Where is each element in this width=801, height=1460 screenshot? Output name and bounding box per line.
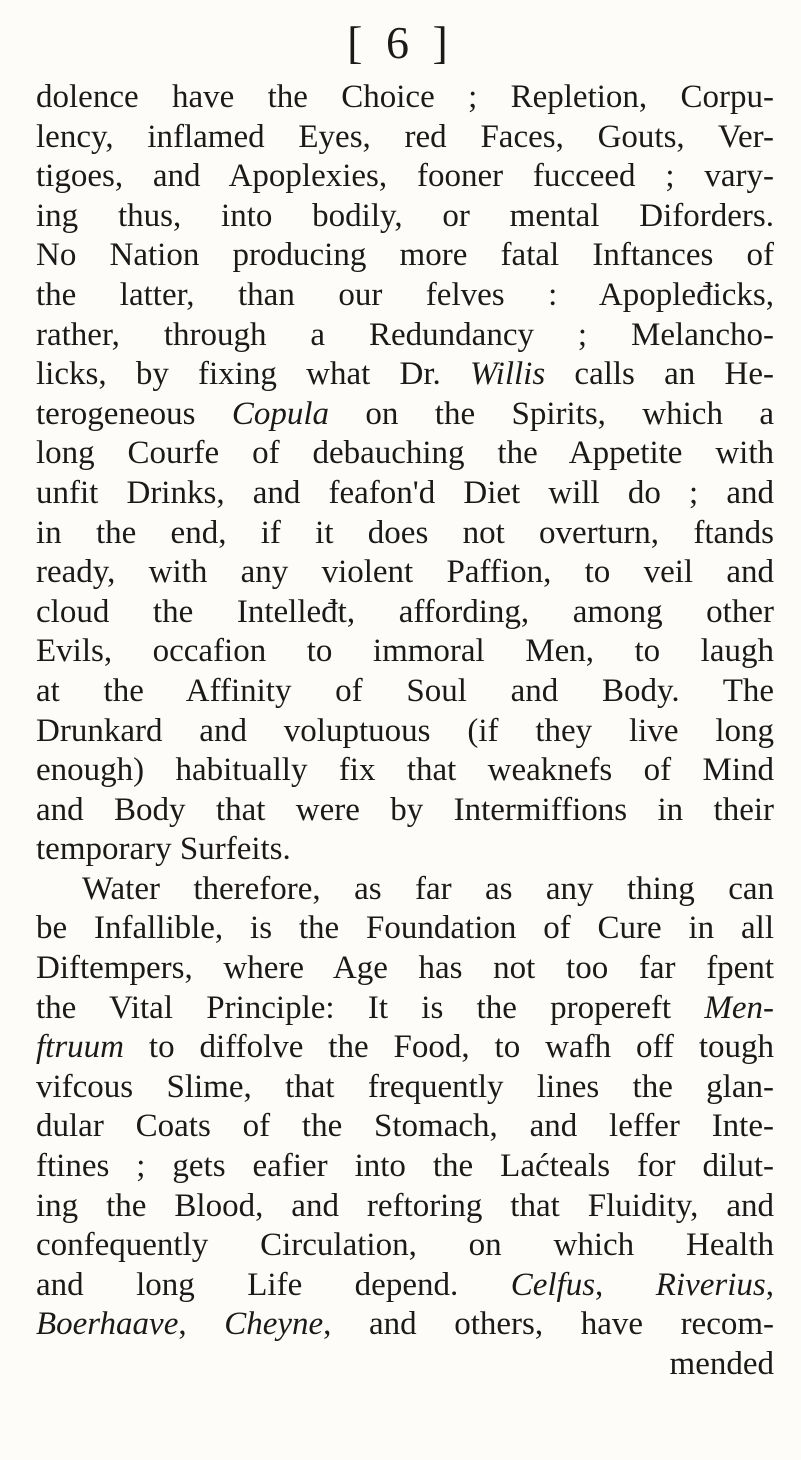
text-line [36, 553, 774, 593]
text-segment: ready, with any violent Paffion, to veil and [36, 554, 774, 591]
text-line [36, 434, 774, 474]
text-line [36, 1187, 774, 1227]
text-segment: dular Coats of the Stomach, and leffer Inte- [36, 1108, 774, 1145]
text-segment: terogeneous [36, 395, 232, 432]
text-line [36, 1147, 774, 1187]
text-line [36, 909, 774, 949]
text-segment: at the Affinity of Soul and Body. The [36, 672, 774, 709]
text-line [36, 751, 774, 791]
text-segment: long Courfe of debauching the Appetite with [36, 435, 774, 472]
italic-text: ftruum [36, 1029, 125, 1066]
text-line [36, 1226, 774, 1266]
text-line [36, 1266, 774, 1306]
text-line [36, 989, 774, 1029]
text-segment: cloud the Intelleđt, affording, among other [36, 593, 774, 630]
text-segment: No Nation producing more fatal Inftances of [36, 237, 774, 274]
text-segment: , [595, 1266, 656, 1303]
text-segment: tigoes, and Apoplexies, fooner fucceed ; vary- [36, 158, 774, 195]
text-segment: lency, inflamed Eyes, red Faces, Gouts, Ver- [36, 118, 774, 155]
text-segment: the latter, than our felves : Apopleđicks, [36, 276, 774, 313]
italic-text: Copula [231, 395, 330, 432]
text-segment: mended [669, 1346, 774, 1382]
text-segment: licks, by fixing what Dr. [36, 356, 470, 393]
text-segment: ftines ; gets eafier into the Laćteals for dilut- [36, 1148, 774, 1185]
text-segment: on the Spirits, which a [329, 395, 774, 432]
text-segment: in the end, if it does not overturn, ftands [36, 514, 774, 551]
text-segment: rather, through a Redundancy ; Melancho- [36, 316, 774, 353]
catchword [36, 1345, 774, 1385]
text-line [36, 355, 774, 395]
text-line [36, 118, 774, 158]
text-segment: , [765, 1266, 774, 1303]
text-line [36, 157, 774, 197]
text-line [36, 395, 774, 435]
text-line [36, 712, 774, 752]
text-line [36, 593, 774, 633]
text-segment: ing thus, into bodily, or mental Diforders. [36, 197, 774, 234]
text-line [36, 236, 774, 276]
text-line [36, 197, 774, 237]
text-segment: , [178, 1306, 225, 1343]
italic-text: Cheyne [224, 1306, 324, 1343]
text-segment: dolence have the Choice ; Repletion, Corpu- [36, 79, 774, 115]
italic-text: Willis [470, 356, 546, 393]
text-line [36, 1107, 774, 1147]
text-segment: Evils, occafion to immoral Men, to laugh [36, 633, 774, 670]
italic-text: Boerhaave [36, 1306, 179, 1343]
italic-text: Men- [704, 989, 774, 1026]
text-segment: Water therefore, as far as any thing can [82, 870, 774, 907]
text-line [36, 1305, 774, 1345]
text-line [36, 830, 774, 870]
text-line [36, 1068, 774, 1108]
text-segment: to diffolve the Food, to wafh off tough [124, 1029, 774, 1066]
text-line [36, 870, 774, 910]
text-line [36, 316, 774, 356]
text-segment: enough) habitually fix that weaknefs of Mind [36, 752, 774, 789]
text-line [36, 632, 774, 672]
text-line [36, 78, 774, 118]
text-segment: Diftempers, where Age has not too far fpent [36, 950, 774, 987]
text-segment: and long Life depend. [36, 1266, 511, 1303]
text-line [36, 514, 774, 554]
italic-text: Riverius [655, 1266, 766, 1303]
text-segment: and Body that were by Intermiffions in their [36, 791, 774, 828]
italic-text: Celfus [510, 1266, 596, 1303]
text-line [36, 672, 774, 712]
text-segment: unfit Drinks, and feafon'd Diet will do ; and [36, 474, 774, 511]
text-line [36, 1028, 774, 1068]
body-text [36, 78, 774, 1385]
text-line [36, 276, 774, 316]
text-segment: be Infallible, is the Foundation of Cure in all [36, 910, 774, 947]
text-segment: Drunkard and voluptuous (if they live long [36, 712, 774, 749]
text-segment: confequently Circulation, on which Health [36, 1227, 774, 1264]
page-number: [ 6 ] [347, 17, 454, 68]
text-segment: the Vital Principle: It is the propereft [36, 989, 705, 1026]
text-line [36, 949, 774, 989]
text-line [36, 791, 774, 831]
text-segment: , and others, have recom- [323, 1306, 775, 1343]
text-segment: temporary Surfeits. [36, 831, 291, 868]
text-segment: calls an He- [545, 356, 774, 393]
text-segment: vifcous Slime, that frequently lines the glan- [36, 1068, 774, 1105]
text-segment: ing the Blood, and reftoring that Fluidity, and [36, 1187, 774, 1224]
text-line [36, 474, 774, 514]
